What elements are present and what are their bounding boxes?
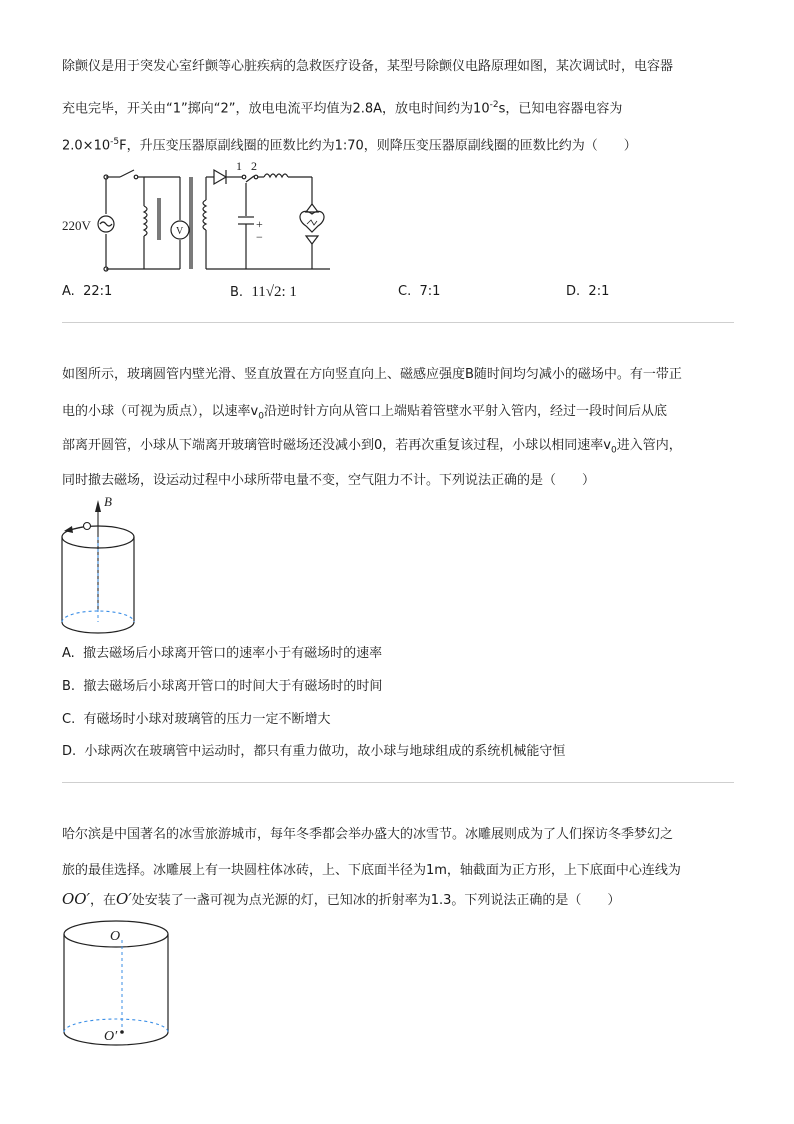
q3-text-line-2: 旅的最佳选择。冰雕展上有一块圆柱体冰砖，上、下底面半径为1m，轴截面为正方形，上下底面中心连线为 xyxy=(62,863,681,878)
q2-text-line-4: 同时撤去磁场，设运动过程中小球所带电量不变，空气阻力不计。下列说法正确的是（ ） xyxy=(62,473,596,488)
switch-pos-1-label: 1 xyxy=(236,159,242,173)
q1-text-line-2: 充电完毕，开关由“1”掷向“2”，放电电流平均值为2.8A，放电时间约为$10^{-2}s$，已知电容器电容为 xyxy=(62,100,623,117)
bottom-center-label: O′ xyxy=(104,1029,118,1044)
q2-text-line-2: 电的小球（可视为质点），以速率$v_0$沿逆时针方向从管口上端贴着管壁水平射入管内，经过一段时间后从底 xyxy=(62,404,667,422)
q1-option-a[interactable]: A. 22:1 xyxy=(62,284,113,299)
q3-text-line-1: 哈尔滨是中国著名的冰雪旅游城市，每年冬季都会举办盛大的冰雪节。冰雕展则成为了人们探访冬季梦幻之 xyxy=(62,827,674,842)
q2-text-line-1: 如图所示，玻璃圆管内壁光滑、竖直放置在方向竖直向上、磁感应强度B随时间均匀减小的磁场中。有一带正 xyxy=(62,367,682,382)
q1-text-line-3: $2.0\times 10^{-5}F$，升压变压器原副线圈的匝数比约为1:70，则降压变压器原副线圈的匝数比约为（ ） xyxy=(62,137,637,154)
capacitor-minus-label: − xyxy=(256,230,263,244)
q1-text-line-1: 除颤仪是用于突发心室纤颤等心脏疾病的急救医疗设备，某型号除颤仪电路原理如图，某次调试时，电容器 xyxy=(62,59,674,74)
field-b-label: B xyxy=(104,494,112,509)
voltmeter-label: V xyxy=(176,226,184,237)
q2-option-a[interactable]: A. 撤去磁场后小球离开管口的速率小于有磁场时的速率 xyxy=(62,646,383,661)
q1-option-d[interactable]: D. 2:1 xyxy=(566,284,610,299)
q2-option-d[interactable]: D. 小球两次在玻璃管中运动时，都只有重力做功，故小球与地球组成的系统机械能守恒 xyxy=(62,744,566,759)
q2-text-line-3: 部离开圆管，小球从下端离开玻璃管时磁场还没减小到0，若再次重复该过程，小球以相同速率$v_0$进入管内， xyxy=(62,438,682,456)
switch-pos-2-label: 2 xyxy=(251,159,257,173)
q2-option-b[interactable]: B. 撤去磁场后小球离开管口的时间大于有磁场时的时间 xyxy=(62,679,383,694)
q3-text-line-3: OO′，在O′处安装了一盏可视为点光源的灯，已知冰的折射率为1.3。下列说法正确的是（ ） xyxy=(62,890,621,908)
voltage-label: 220V xyxy=(62,218,91,233)
capacitor-plus-label: + xyxy=(256,217,263,231)
q1-option-b[interactable]: B. 11√2: 1 xyxy=(230,284,297,300)
light-source-icon xyxy=(120,1030,124,1034)
q1-option-c[interactable]: C. 7:1 xyxy=(398,284,441,299)
q2-option-c[interactable]: C. 有磁场时小球对玻璃管的压力一定不断增大 xyxy=(62,712,331,727)
top-center-label: O xyxy=(110,929,121,944)
